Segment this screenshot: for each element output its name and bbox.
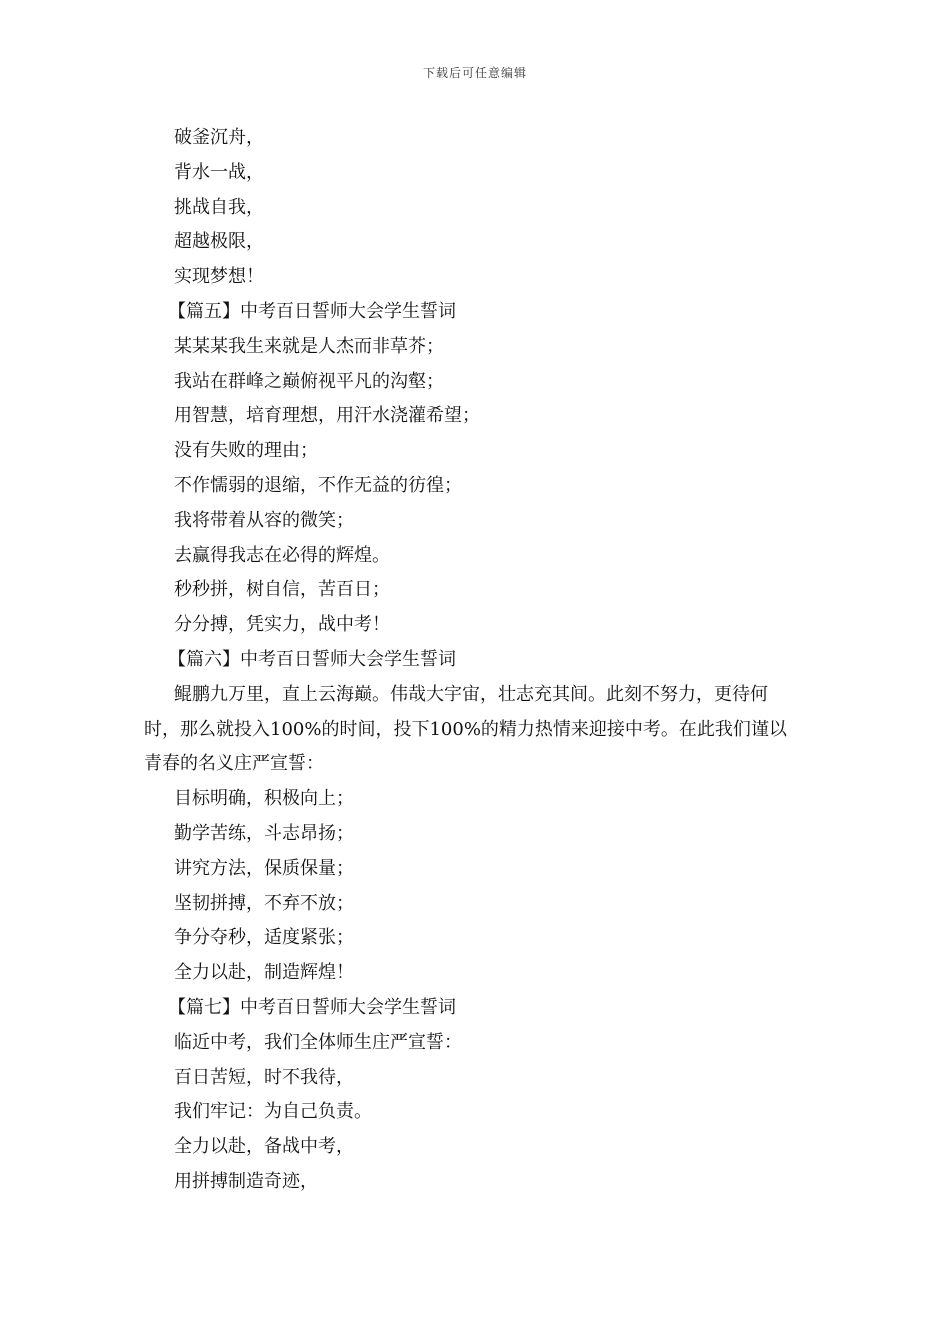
text-line: 全力以赴，制造辉煌！ [174, 962, 354, 984]
section-heading-5: 【篇五】中考百日誓师大会学生誓词 [168, 300, 456, 322]
text-line: 挑战自我， [174, 196, 264, 218]
paragraph-line: 时，那么就投入100%的时间，投下100%的精力热情来迎接中考。在此我们谨以 [144, 718, 787, 740]
text-line: 超越极限， [174, 231, 264, 253]
page-header: 下载后可任意编辑 [422, 66, 527, 80]
text-line: 我将带着从容的微笑； [174, 509, 354, 531]
text-line: 实现梦想！ [174, 266, 264, 288]
text-line: 讲究方法，保质保量； [174, 857, 354, 879]
text-line: 去赢得我志在必得的辉煌。 [174, 544, 390, 566]
text-line: 坚韧拼搏，不弃不放； [174, 892, 354, 914]
text-line: 争分夺秒，适度紧张； [174, 927, 354, 949]
text-line: 秒秒拼，树自信，苦百日； [174, 579, 390, 601]
text-line: 不作懦弱的退缩，不作无益的彷徨； [174, 474, 462, 496]
text-line: 用智慧，培育理想，用汗水浇灌希望； [174, 405, 480, 427]
section-heading-6: 【篇六】中考百日誓师大会学生誓词 [168, 648, 456, 670]
paragraph-line: 鲲鹏九万里，直上云海巅。伟哉大宇宙，壮志充其间。此刻不努力，更待何 [174, 683, 768, 705]
text-line: 目标明确，积极向上； [174, 788, 354, 810]
text-line: 我站在群峰之巅俯视平凡的沟壑； [174, 370, 444, 392]
document-body [144, 121, 814, 1200]
paragraph-line: 青春的名义庄严宣誓： [144, 753, 324, 775]
text-line: 百日苦短，时不我待， [174, 1066, 354, 1088]
section-heading-7: 【篇七】中考百日誓师大会学生誓词 [168, 996, 456, 1018]
text-line: 勤学苦练，斗志昂扬； [174, 822, 354, 844]
text-line: 破釜沉舟， [174, 127, 264, 148]
text-line: 没有失败的理由； [174, 440, 318, 462]
text-line: 临近中考，我们全体师生庄严宣誓： [174, 1031, 462, 1053]
text-line: 背水一战， [174, 161, 264, 183]
text-line: 用拼搏制造奇迹， [174, 1170, 318, 1192]
text-line: 全力以赴，备战中考， [174, 1136, 354, 1158]
text-line: 分分搏，凭实力，战中考！ [174, 614, 390, 636]
text-line: 某某某我生来就是人杰而非草芥； [174, 335, 444, 357]
text-line: 我们牢记：为自己负责。 [174, 1101, 372, 1123]
